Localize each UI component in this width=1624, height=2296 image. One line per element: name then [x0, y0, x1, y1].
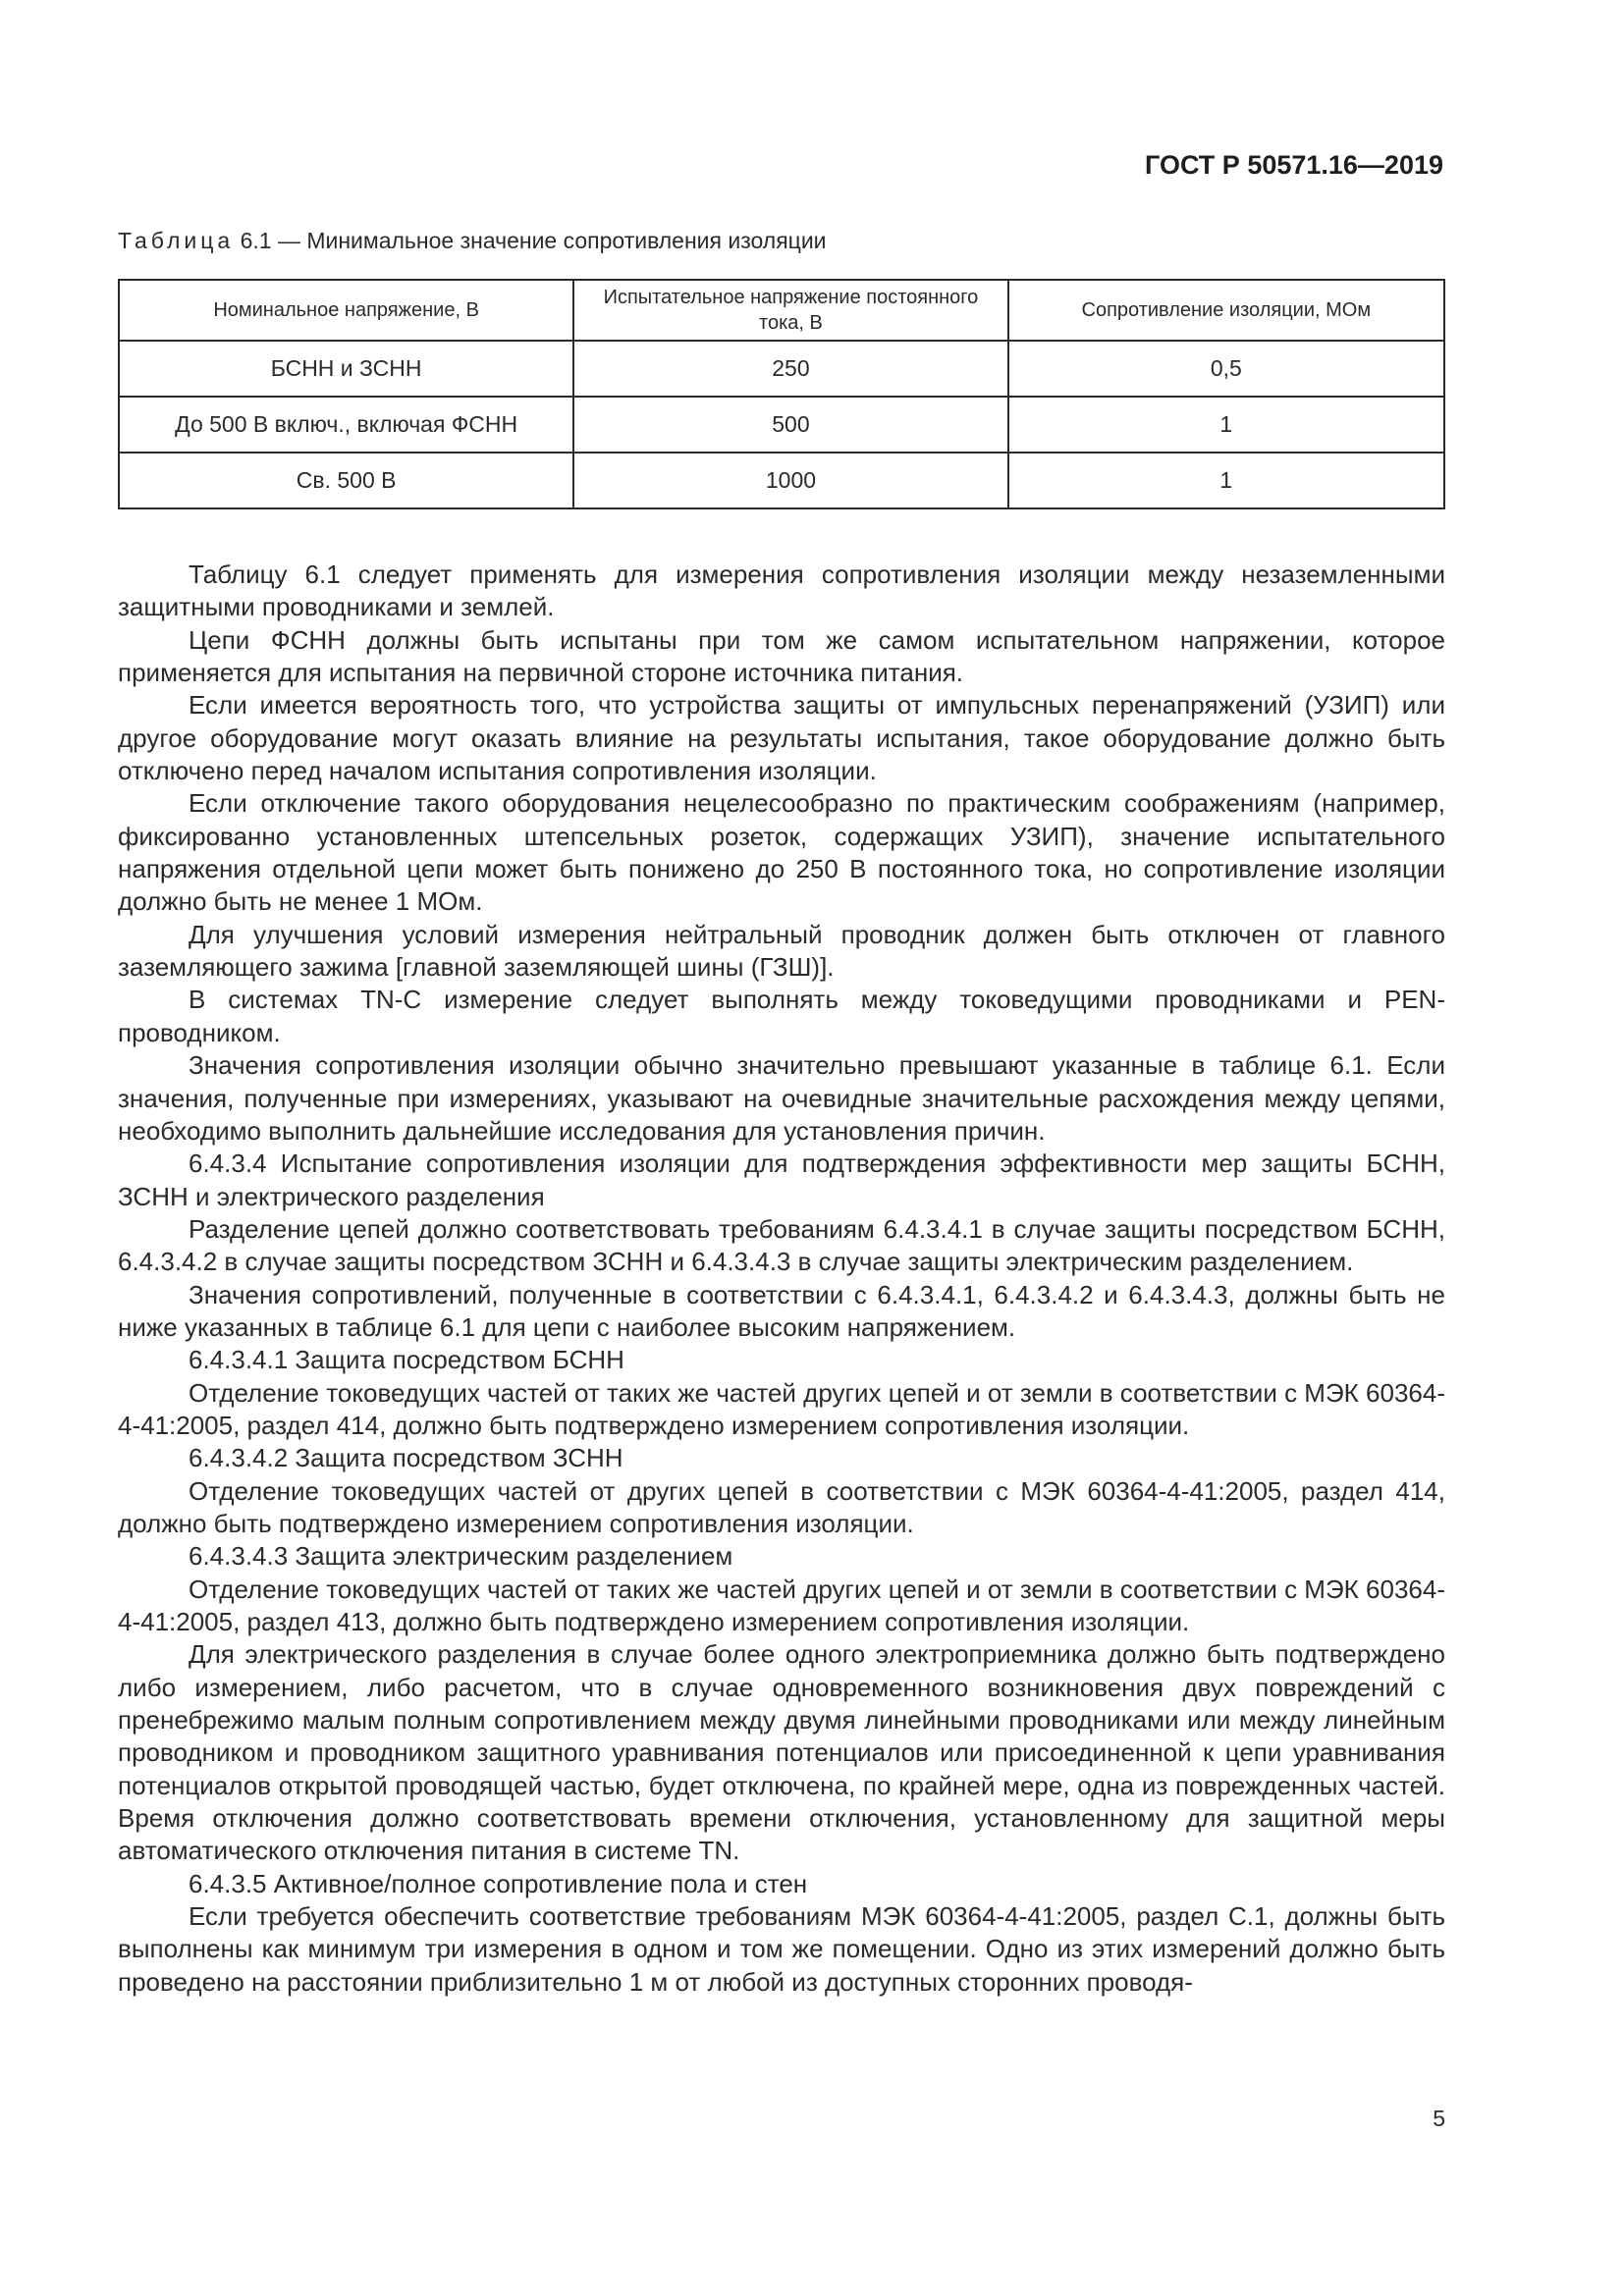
table-cell: 0,5: [1008, 341, 1444, 397]
paragraph: Если отключение такого оборудования нецелесообразно по практическим соображениям (например, фиксированно установленных штепсельных розеток, содержащих УЗИП), значение испытательного напряжения отдельной цепи может быть понижено до 250 В постоянного тока, но сопротивление изоляции должно быть не менее 1 МОм.: [118, 788, 1445, 917]
table-caption-label: Таблица: [118, 228, 235, 253]
paragraph: Отделение токоведущих частей от таких же частей других цепей и от земли в соответствии с МЭК 60364-4-41:2005, раздел 413, должно быть подтверждено измерением сопротивления изоляции.: [118, 1574, 1445, 1636]
header-nominal-voltage: Номинальное напряжение, В: [119, 280, 573, 341]
paragraph: Отделение токоведущих частей от других цепей в соответствии с МЭК 60364-4-41:2005, раздел 414, должно быть подтверждено измерением сопротивления изоляции.: [118, 1475, 1445, 1538]
section-heading-6-4-3-4: 6.4.3.4 Испытание сопротивления изоляции для подтверждения эффективности мер защиты БСНН, ЗСНН и электрического разделения: [118, 1148, 1445, 1211]
page-number: 5: [1433, 2106, 1445, 2131]
paragraph: Таблицу 6.1 следует применять для измерения сопротивления изоляции между незаземленными защитными проводниками и землей.: [118, 560, 1445, 622]
section-heading-6-4-3-4-1: 6.4.3.4.1 Защита посредством БСНН: [189, 1345, 624, 1375]
paragraph: Если требуется обеспечить соответствие требованиям МЭК 60364-4-41:2005, раздел С.1, должны быть выполнены как минимум три измерения в одном и том же помещении. Одно из этих измерений должно быть проведено на расстоянии приблизительно 1 м от любой из доступных сторонних проводя-: [118, 1901, 1445, 1997]
paragraph: Значения сопротивления изоляции обычно значительно превышают указанные в таблице 6.1. Если значения, полученные при измерениях, указывают на очевидные значительные расхождения между цепями, необходимо выполнить дальнейшие исследования для установления причин.: [118, 1050, 1445, 1146]
paragraph: Разделение цепей должно соответствовать требованиям 6.4.3.4.1 в случае защиты посредством БСНН, 6.4.3.4.2 в случае защиты посредством ЗСНН и 6.4.3.4.3 в случае защиты электрическим разделением.: [118, 1213, 1445, 1277]
insulation-resistance-table: [118, 279, 1445, 509]
body-text: [118, 559, 1445, 1999]
paragraph: Цепи ФСНН должны быть испытаны при том же самом испытательном напряжении, которое применяется для испытания на первичной стороне источника питания.: [118, 624, 1445, 688]
paragraph: Для улучшения условий измерения нейтральный проводник должен быть отключен от главного заземляющего зажима [главной заземляющей шины (ГЗШ)].: [118, 919, 1445, 983]
section-heading-6-4-3-5: 6.4.3.5 Активное/полное сопротивление пола и стен: [189, 1868, 808, 1898]
standard-designation: ГОСТ Р 50571.16—2019: [1145, 150, 1443, 180]
table-cell: 250: [573, 341, 1007, 397]
table-cell: 500: [573, 397, 1007, 453]
paragraph: Отделение токоведущих частей от таких же частей других цепей и от земли в соответствии с МЭК 60364-4-41:2005, раздел 414, должно быть подтверждено измерением сопротивления изоляции.: [118, 1377, 1445, 1440]
table-cell: До 500 В включ., включая ФСНН: [119, 397, 573, 453]
table-cell: 1: [1008, 453, 1444, 508]
paragraph: Для электрического разделения в случае более одного электроприемника должно быть подтверждено либо измерением, либо расчетом, что в случае одновременного возникновения двух повреждений с пренебрежимо малым полным сопротивлением между двумя линейными проводниками или между линейным проводником и проводником защитного уравнивания потенциалов или присоединенной к цепи уравнивания потенциалов открытой проводящей частью, будет отключена, по крайней мере, одна из поврежденных частей. Время отключения должно соответствовать времени отключения, установленному для защитной меры автоматического отключения питания в системе TN.: [118, 1639, 1445, 1866]
table-row: [119, 341, 1444, 397]
table-cell: 1: [1008, 397, 1444, 453]
table-caption: [118, 228, 827, 254]
table-cell: БСНН и ЗСНН: [119, 341, 573, 397]
section-heading-6-4-3-4-2: 6.4.3.4.2 Защита посредством ЗСНН: [189, 1443, 623, 1473]
paragraph: Если имеется вероятность того, что устройства защиты от импульсных перенапряжений (УЗИП) или другое оборудование могут оказать влияние на результаты испытания, такое оборудование должно быть отключено перед началом испытания сопротивления изоляции.: [118, 690, 1445, 786]
table-caption-text: 6.1 — Минимальное значение сопротивления изоляции: [234, 228, 827, 253]
table-header-row: [119, 280, 1444, 341]
table-row: [119, 397, 1444, 453]
table-cell: Св. 500 В: [119, 453, 573, 508]
paragraph: Значения сопротивлений, полученные в соответствии с 6.4.3.4.1, 6.4.3.4.2 и 6.4.3.4.3, должны быть не ниже указанных в таблице 6.1 для цепи с наиболее высоким напряжением.: [118, 1279, 1445, 1342]
section-heading-6-4-3-4-3: 6.4.3.4.3 Защита электрическим разделением: [189, 1541, 733, 1572]
table-cell: 1000: [573, 453, 1007, 508]
header-insulation-resistance: Сопротивление изоляции, МОм: [1008, 280, 1444, 341]
table-row: [119, 453, 1444, 508]
header-test-voltage: Испытательное напряжение постоянного тока, В: [573, 280, 1007, 341]
paragraph: В системах TN-C измерение следует выполнять между токоведущими проводниками и PEN-проводником.: [118, 985, 1445, 1047]
